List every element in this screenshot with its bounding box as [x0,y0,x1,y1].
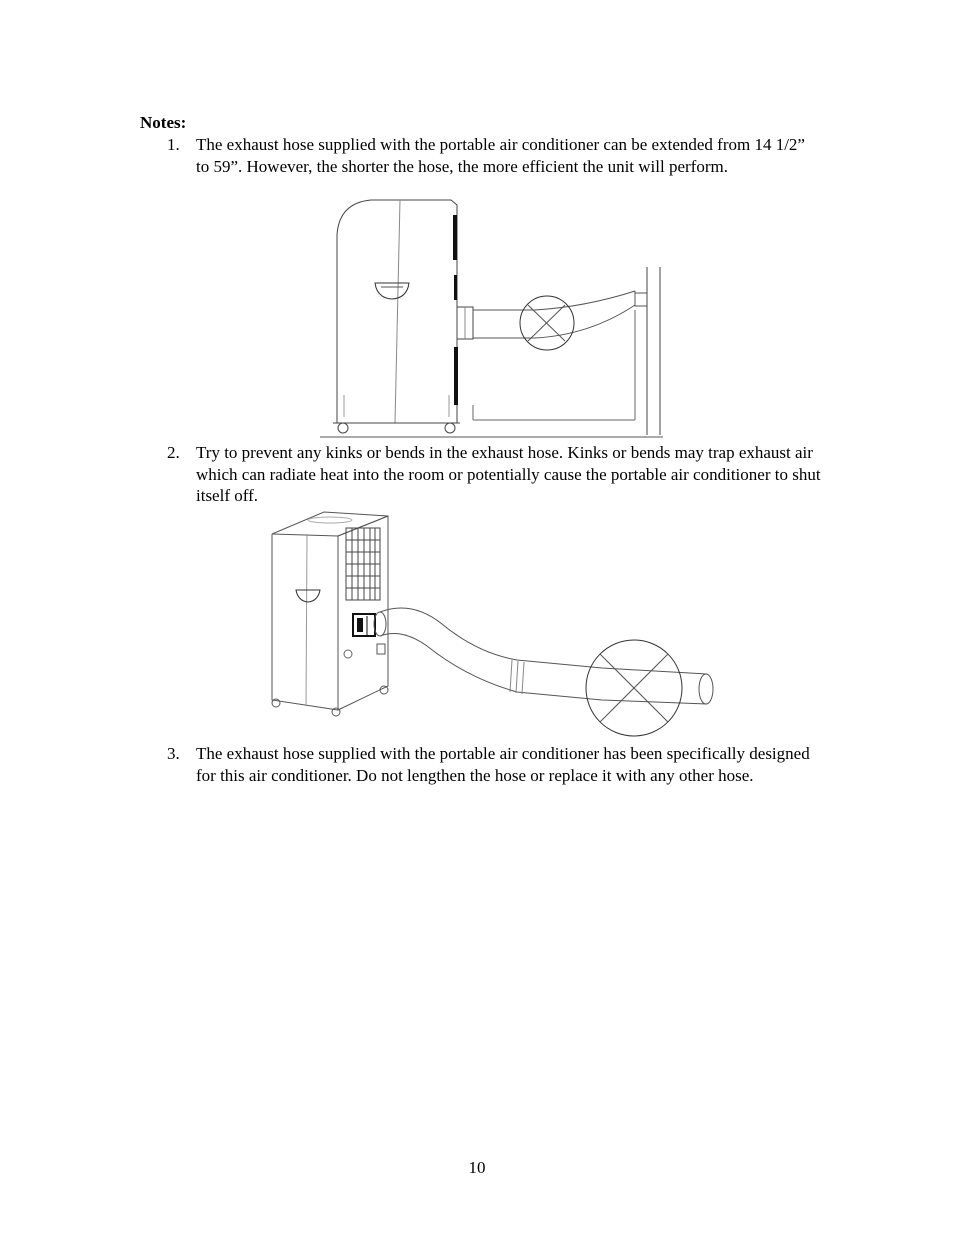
note-number: 3. [167,744,180,763]
page-number: 10 [468,1158,486,1177]
note-text: The exhaust hose supplied with the portable air conditioner has been specifically designed for this air conditioner. Do not lengthen the hose or replace it with any other hose. [196,744,810,785]
illustration-bent-hose [262,508,722,740]
note-text: The exhaust hose supplied with the portable air conditioner can be extended from 14 1/2” to 59”. However, the shorter the hose, the more efficient the unit will perform. [196,135,805,176]
note-number: 1. [167,135,180,154]
illustration-long-hose [315,195,670,440]
notes-heading: Notes: [140,113,187,132]
note-number: 2. [167,443,180,462]
note-text: Try to prevent any kinks or bends in the exhaust hose. Kinks or bends may trap exhaust air which can radiate heat into the room or potentially cause the portable air conditioner to shut itself off. [196,443,821,505]
